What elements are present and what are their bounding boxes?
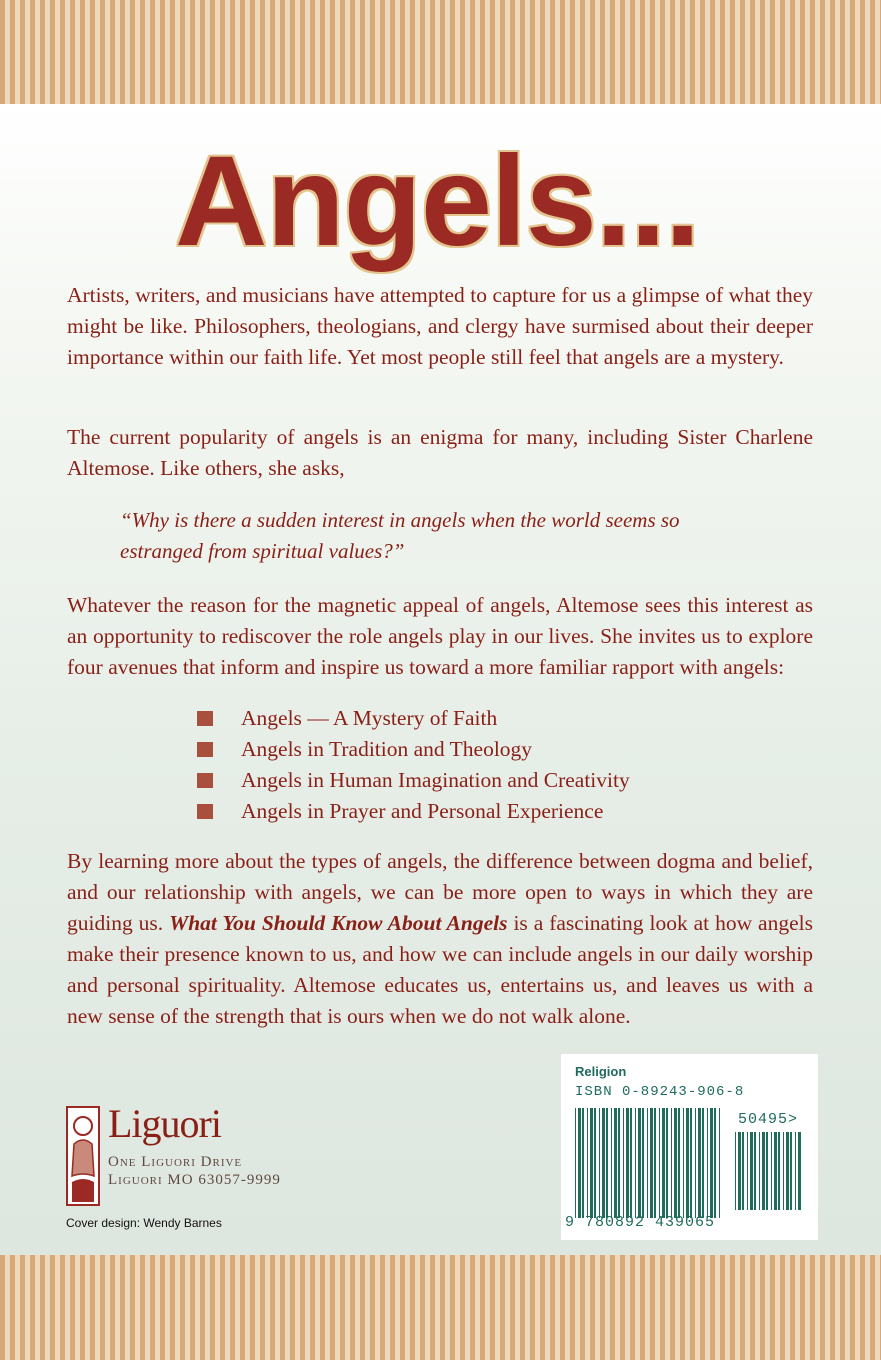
book-title: What You Should Know About Angels [169, 911, 508, 935]
list-item [197, 734, 630, 765]
avenues-paragraph: Whatever the reason for the magnetic appeal of angels, Altemose sees this interest as an opportunity to rediscover the role angels play in our lives. She invites us to explore four avenues that inform and inspire us toward a more familiar rapport with angels: [67, 593, 813, 679]
square-bullet-icon [197, 711, 213, 726]
publisher-name: Liguori [108, 1101, 221, 1146]
square-bullet-icon [197, 804, 213, 819]
isbn-text: ISBN 0-89243-906-8 [575, 1084, 745, 1100]
list-item [197, 796, 630, 827]
square-bullet-icon [197, 773, 213, 788]
cover-title: Angels... [175, 130, 700, 273]
closing-paragraph [67, 846, 813, 1032]
list-item [197, 703, 630, 734]
closing-text-start: By learning more about the types of angels, the difference between dogma and belief, and our relationship with angels, we can be more open to ways in which they are guiding us. [67, 849, 813, 935]
avenues-list [197, 703, 630, 827]
price-barcode-icon [735, 1132, 801, 1210]
ean-number: 9 780892 439065 [565, 1214, 716, 1231]
altemose-paragraph: The current popularity of angels is an enigma for many, including Sister Charlene Altemose. Like others, she asks, [67, 425, 813, 480]
square-bullet-icon [197, 742, 213, 757]
list-item-label: Angels in Prayer and Personal Experience [241, 799, 604, 823]
cover-design-credit: Cover design: Wendy Barnes [66, 1216, 222, 1230]
publisher-address-line1: One Liguori Drive [108, 1154, 243, 1170]
top-stripe-border [0, 0, 881, 104]
closing-text-end: is a fascinating look at how angels make their presence known to us, and how we can include angels in our daily worship and personal spirituality. Altemose educates us, entertains us, and leaves us with a new sense of the strength that is ours when we do not walk alone. [67, 911, 813, 1028]
publisher-address-line2: Liguori MO 63057-9999 [108, 1172, 281, 1188]
intro-paragraph: Artists, writers, and musicians have attempted to capture for us a glimpse of what they might be like. Philosophers, theologians, and clergy have surmised about their deeper importance within our faith life. Yet most people still feel that angels are a mystery. [67, 283, 813, 369]
list-item-label: Angels in Human Imagination and Creativity [241, 768, 630, 792]
list-item-label: Angels in Tradition and Theology [241, 737, 533, 761]
liguori-logo-icon [66, 1106, 100, 1206]
bottom-stripe-border [0, 1255, 881, 1360]
barcode-category: Religion [575, 1064, 627, 1079]
price-code: 50495> [738, 1111, 799, 1128]
list-item-label: Angels — A Mystery of Faith [241, 706, 498, 730]
barcode-box [561, 1054, 818, 1240]
list-item [197, 765, 630, 796]
quote-text: “Why is there a sudden interest in angels when the world seems so estranged from spiritual values?” [120, 508, 680, 563]
ean-barcode-icon [575, 1108, 723, 1218]
